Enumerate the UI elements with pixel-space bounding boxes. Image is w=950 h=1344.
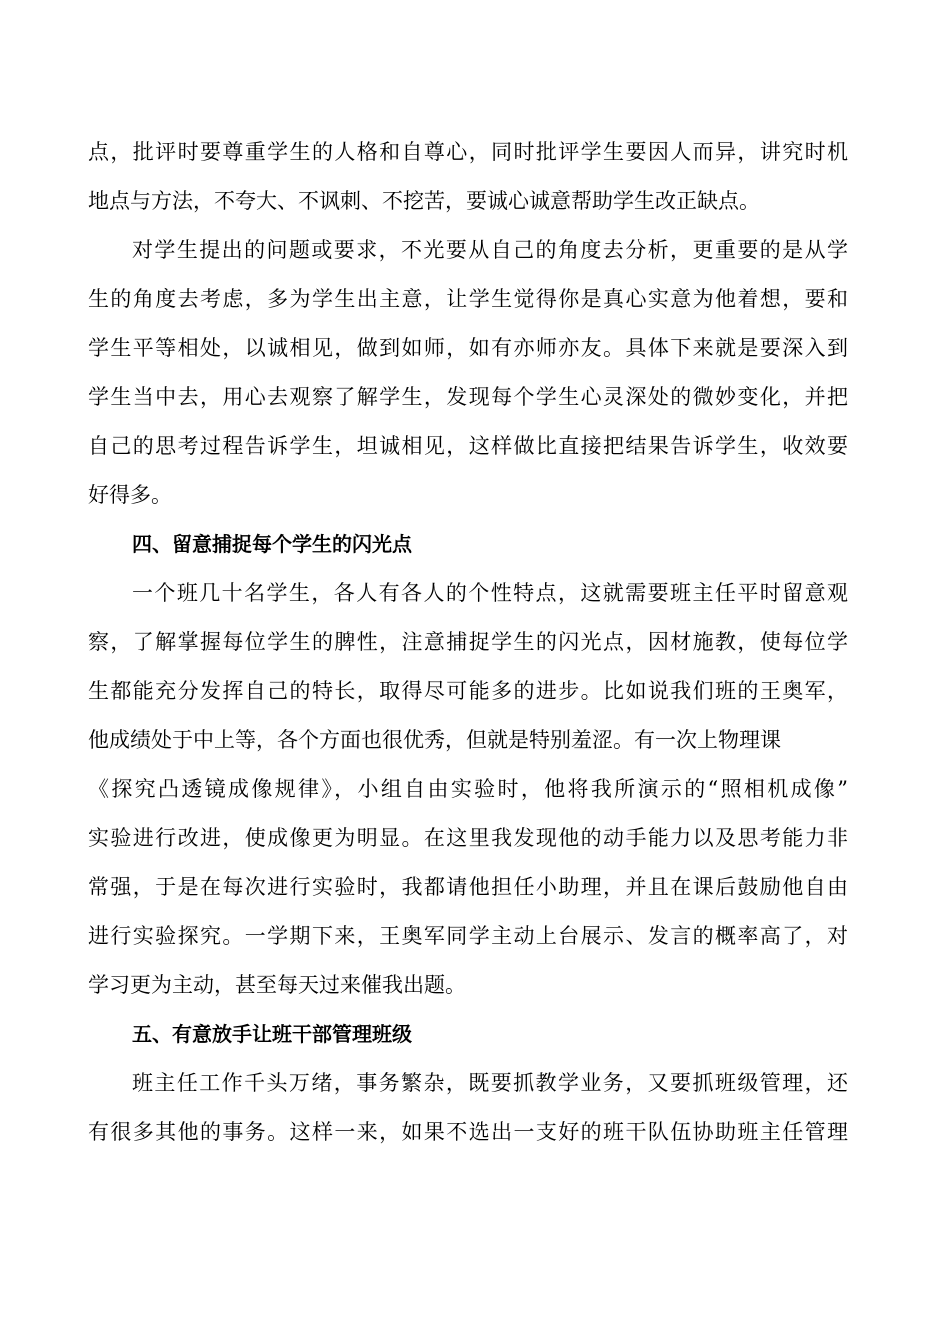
paragraph-first-line: 对学生提出的问题或要求，不光要从自己的角度去分析，更重要的是从学 bbox=[132, 238, 848, 262]
text-line: 生的角度去考虑，多为学生出主意，让学生觉得你是真心实意为他着想，要和 bbox=[88, 287, 848, 311]
text-line: 常强，于是在每次进行实验时，我都请他担任小助理，并且在课后鼓励他自由 bbox=[88, 875, 848, 899]
text-line: 自己的思考过程告诉学生，坦诚相见，这样做比直接把结果告诉学生，收效要 bbox=[88, 434, 848, 458]
section-heading-5: 五、有意放手让班干部管理班级 bbox=[132, 1022, 412, 1046]
text-line: 地点与方法，不夸大、不讽刺、不挖苦，要诚心诚意帮助学生改正缺点。 bbox=[88, 189, 760, 213]
text-line: 《探究凸透镜成像规律》，小组自由实验时，他将我所演示的“照相机成像” bbox=[88, 777, 848, 801]
text-line: 学习更为主动，甚至每天过来催我出题。 bbox=[88, 973, 466, 997]
text-line: 学生平等相处，以诚相见，做到如师，如有亦师亦友。具体下来就是要深入到 bbox=[88, 336, 848, 360]
text-line: 学生当中去，用心去观察了解学生，发现每个学生心灵深处的微妙变化，并把 bbox=[88, 385, 848, 409]
text-line: 他成绩处于中上等，各个方面也很优秀，但就是特别羞涩。有一次上物理课 bbox=[88, 728, 781, 752]
text-line: 有很多其他的事务。这样一来，如果不选出一支好的班干队伍协助班主任管理 bbox=[88, 1120, 848, 1144]
text-line: 察，了解掌握每位学生的脾性，注意捕捉学生的闪光点，因材施教，使每位学 bbox=[88, 630, 848, 654]
section-heading-4: 四、留意捕捉每个学生的闪光点 bbox=[132, 532, 412, 556]
paragraph-first-line: 班主任工作千头万绪，事务繁杂，既要抓教学业务，又要抓班级管理，还 bbox=[132, 1071, 848, 1095]
document-body bbox=[88, 128, 848, 1157]
paragraph-first-line: 一个班几十名学生，各人有各人的个性特点，这就需要班主任平时留意观 bbox=[132, 581, 848, 605]
text-line: 生都能充分发挥自己的特长，取得尽可能多的进步。比如说我们班的王奥军， bbox=[88, 679, 848, 703]
text-line: 实验进行改进，使成像更为明显。在这里我发现他的动手能力以及思考能力非 bbox=[88, 826, 848, 850]
text-line: 好得多。 bbox=[88, 483, 172, 507]
text-line: 进行实验探究。一学期下来，王奥军同学主动上台展示、发言的概率高了，对 bbox=[88, 924, 848, 948]
text-line: 点，批评时要尊重学生的人格和自尊心，同时批评学生要因人而异，讲究时机 bbox=[88, 140, 848, 164]
